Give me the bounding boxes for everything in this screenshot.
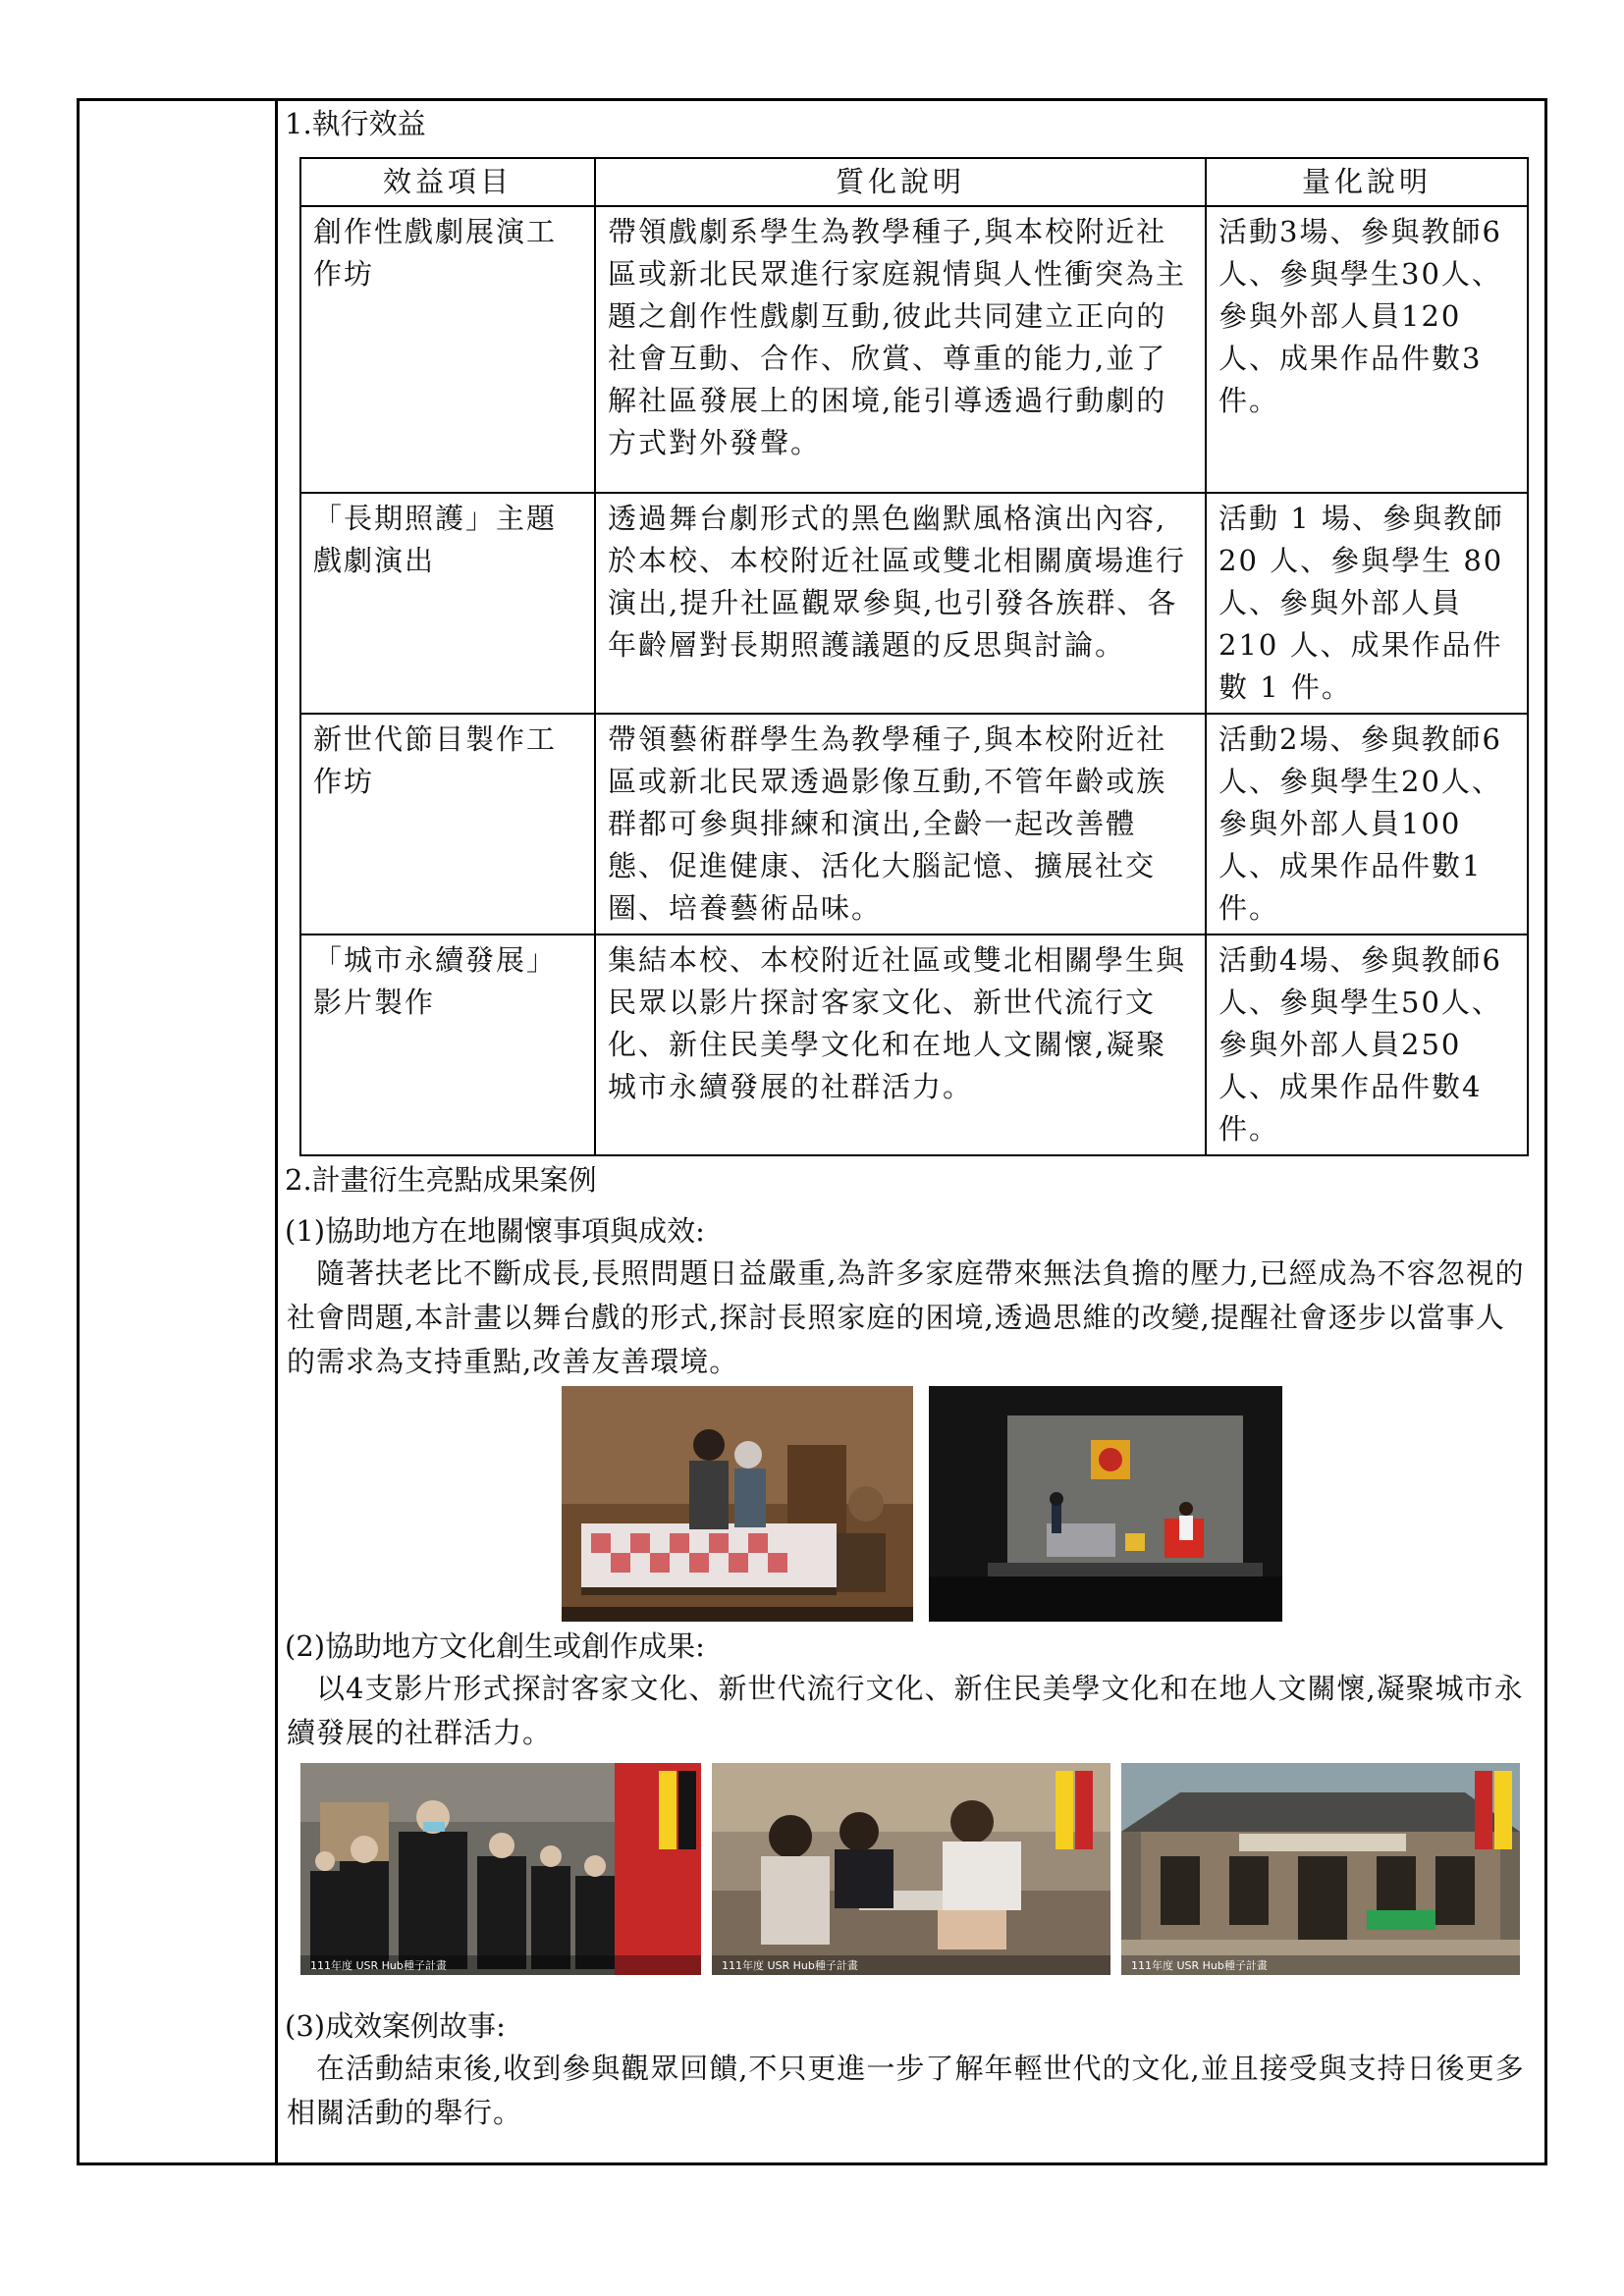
col-header-item: 效益項目 [300,158,595,206]
video-caption: 111年度 USR Hub種子計畫 [310,1959,447,1972]
benefits-table [299,157,1529,1156]
table-row [300,714,1528,934]
cell-item: 「長期照護」主題戲劇演出 [300,493,595,714]
table-row [300,206,1528,493]
video-caption: 111年度 USR Hub種子計畫 [722,1959,858,1972]
video-still-rehearsal [300,1763,701,1975]
col-header-quantitative: 量化說明 [1206,158,1528,206]
stage-photo-bedroom [562,1386,913,1622]
section2-body: 以4支影片形式探討客家文化、新世代流行文化、新住民美學文化和在地人文關懷,凝聚城市永續發展的社群活力。 [287,1672,1524,1749]
heading-benefits: 1.執行效益 [285,107,426,140]
cell-quantitative: 活動3場、參與教師6人、參與學生30人、參與外部人員120人、成果作品件數3件。 [1206,206,1528,493]
cell-quantitative: 活動 1 場、參與教師 20 人、參與學生 80 人、參與外部人員 210 人、成果作品件數 1 件。 [1206,493,1528,714]
col-header-qualitative: 質化說明 [595,158,1206,206]
video-still-hakka-house [1121,1763,1520,1975]
column-divider [275,98,278,2165]
section3-title: (3)成效案例故事: [285,2009,506,2043]
cell-qualitative: 帶領戲劇系學生為教學種子,與本校附近社區或新北民眾進行家庭親情與人性衝突為主題之創作性戲劇互動,彼此共同建立正向的社會互動、合作、欣賞、尊重的能力,並了解社區發展上的困境,能引導透過行動劇的方式對外發聲。 [595,206,1206,493]
section2-title: (2)協助地方文化創生或創作成果: [285,1629,705,1663]
heading-highlights: 2.計畫衍生亮點成果案例 [285,1163,597,1197]
section1-title: (1)協助地方在地關懷事項與成效: [285,1214,705,1248]
cell-quantitative: 活動2場、參與教師6人、參與學生20人、參與外部人員100人、成果作品件數1件。 [1206,714,1528,934]
section3-body: 在活動結束後,收到參與觀眾回饋,不只更進一步了解年輕世代的文化,並且接受與支持日後更多相關活動的舉行。 [287,2052,1525,2129]
section1-body: 隨著扶老比不斷成長,長照問題日益嚴重,為許多家庭帶來無法負擔的壓力,已經成為不容忽視的社會問題,本計畫以舞台戲的形式,探討長照家庭的困境,透過思維的改變,提醒社會逐步以當事人的需求為支持重點,改善友善環境。 [287,1256,1525,1378]
cell-qualitative: 集結本校、本校附近社區或雙北相關學生與民眾以影片探討客家文化、新世代流行文化、新住民美學文化和在地人文關懷,凝聚城市永續發展的社群活力。 [595,934,1206,1155]
table-row [300,934,1528,1155]
cell-item: 創作性戲劇展演工作坊 [300,206,595,493]
table-header-row [300,158,1528,206]
stage-photo-livingroom [929,1386,1282,1622]
cell-quantitative: 活動4場、參與教師6人、參與學生50人、參與外部人員250人、成果作品件數4件。 [1206,934,1528,1155]
table-row [300,493,1528,714]
cell-qualitative: 帶領藝術群學生為教學種子,與本校附近社區或新北民眾透過影像互動,不管年齡或族群都可參與排練和演出,全齡一起改善體態、促進健康、活化大腦記憶、擴展社交圈、培養藝術品味。 [595,714,1206,934]
cell-qualitative: 透過舞台劇形式的黑色幽默風格演出內容,於本校、本校附近社區或雙北相關廣場進行演出,提升社區觀眾參與,也引發各族群、各年齡層對長期照護議題的反思與討論。 [595,493,1206,714]
video-caption: 111年度 USR Hub種子計畫 [1131,1959,1268,1972]
cell-item: 「城市永續發展」影片製作 [300,934,595,1155]
cell-item: 新世代節目製作工作坊 [300,714,595,934]
video-still-street-food [712,1763,1110,1975]
